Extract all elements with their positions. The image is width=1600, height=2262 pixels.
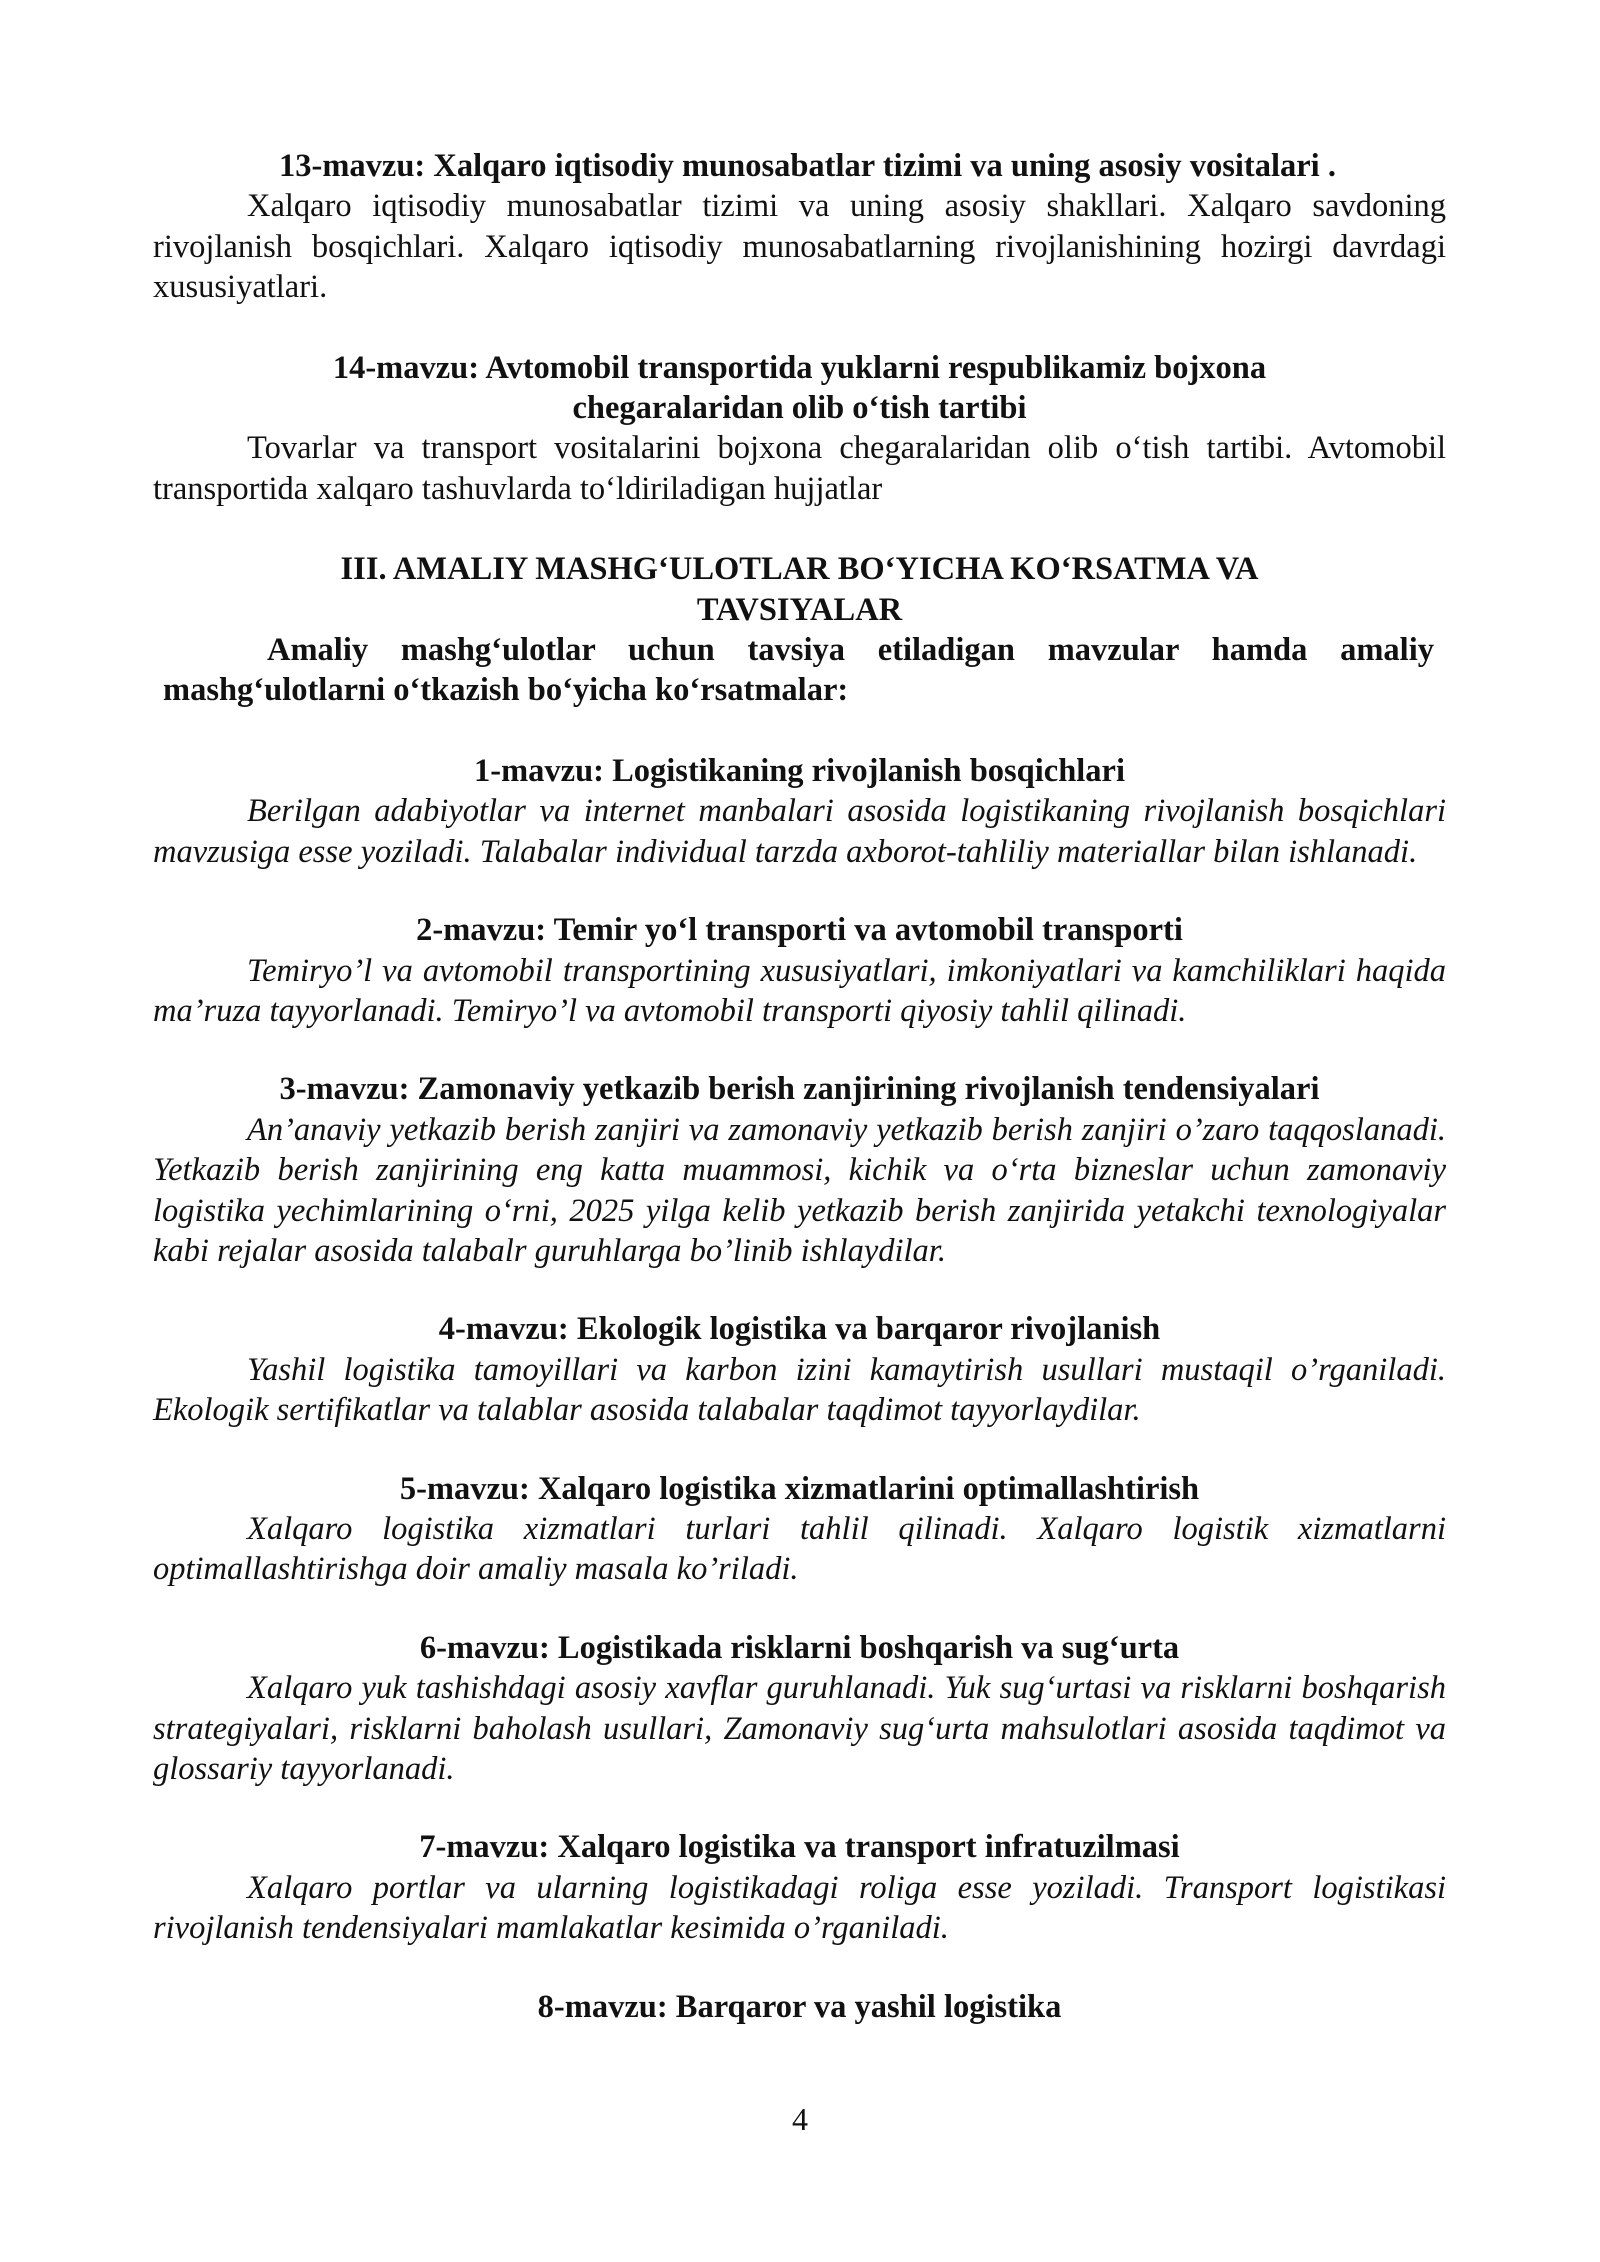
practical-topic-7-body: Xalqaro portlar va ularning logistikadagi roliga esse yoziladi. Transport logistikasi rivojlanish tendensiyalari mamlakatlar kesimida o’rganiladi.	[153, 1869, 1446, 1947]
section-3-title-line1: III. AMALIY MASHG‘ULOTLAR BO‘YICHA KO‘RSATMA VA	[340, 551, 1259, 588]
practical-topic-5-heading: 5-mavzu: Xalqaro logistika xizmatlarini optimallashtirish	[399, 1470, 1200, 1507]
page-content	[153, 146, 1446, 2027]
practical-topic-4-body: Yashil logistika tamoyillari va karbon izini kamaytirish usullari mustaqil o’rganiladi. Ekologik sertifikatlar va talablar asosida talabalar taqdimot tayyorlaydilar.	[153, 1351, 1446, 1429]
topic-13-body: Xalqaro iqtisodiy munosabatlar tizimi va uning asosiy shakllari. Xalqaro savdoning rivojlanish bosqichlari. Xalqaro iqtisodiy munosabatlarning rivojlanishining hozirgi davrdagi xususiyatlari.	[153, 188, 1446, 306]
practical-topic-4-heading: 4-mavzu: Ekologik logistika va barqaror rivojlanish	[438, 1311, 1161, 1348]
page-number: 4	[792, 2101, 808, 2137]
practical-topic-7-heading: 7-mavzu: Xalqaro logistika va transport infratuzilmasi	[419, 1829, 1180, 1866]
practical-topic-8-heading: 8-mavzu: Barqaror va yashil logistika	[537, 1988, 1062, 2025]
practical-topic-6-heading: 6-mavzu: Logistikada risklarni boshqarish va sug‘urta	[419, 1629, 1180, 1666]
topic-14-heading-line2: chegaralaridan olib o‘tish tartibi	[572, 390, 1027, 427]
practical-topic-1-body: Berilgan adabiyotlar va internet manbalari asosida logistikaning rivojlanish bosqichlari mavzusiga esse yoziladi. Talabalar individual tarzda axborot-tahliliy materiallar bilan ishlanadi.	[153, 793, 1446, 870]
practical-topic-1-heading: 1-mavzu: Logistikaning rivojlanish bosqichlari	[474, 752, 1125, 789]
topic-14-body: Tovarlar va transport vositalarini bojxona chegaralaridan olib o‘tish tartibi. Avtomobil transportida xalqaro tashuvlarda to‘ldiriladigan hujjatlar	[153, 430, 1446, 507]
practical-topic-2-body: Temiryo’l va avtomobil transportining xususiyatlari, imkoniyatlari va kamchiliklari haqida ma’ruza tayyorlanadi. Temiryo’l va avtomobil transporti qiyosiy tahlil qilinadi.	[153, 952, 1446, 1029]
practical-topic-6-body: Xalqaro yuk tashishdagi asosiy xavflar guruhlanadi. Yuk sug‘urtasi va risklarni boshqarish strategiyalari, risklarni baholash usullari, Zamonaviy sug‘urta mahsulotlari asosida taqdimot va glossariy tayyorlanadi.	[153, 1670, 1446, 1787]
topic-14-heading-line1: 14-mavzu: Avtomobil transportida yuklarni respublikamiz bojxona	[332, 349, 1267, 386]
practical-topic-3-body: An’anaviy yetkazib berish zanjiri va zamonaviy yetkazib berish zanjiri o’zaro taqqoslanadi. Yetkazib berish zanjirining eng katta muammosi, kichik va o‘rta bizneslar uchun zamonaviy logistika yechimlarining o‘rni, 2025 yilga kelib yetkazib berish zanjirida yetakchi texnologiyalar kabi rejalar asosida talabalr guruhlarga bo’linib ishlaydilar.	[153, 1111, 1446, 1269]
section-3-title-line2: TAVSIYALAR	[696, 591, 903, 628]
practical-topic-3-heading: 3-mavzu: Zamonaviy yetkazib berish zanjirining rivojlanish tendensiyalari	[279, 1071, 1320, 1108]
topic-13-heading: 13-mavzu: Xalqaro iqtisodiy munosabatlar tizimi va uning asosiy vositalari .	[279, 148, 1336, 184]
practical-topic-2-heading: 2-mavzu: Temir yo‘l transporti va avtomobil transporti	[416, 912, 1183, 949]
practical-topic-5-body: Xalqaro logistika xizmatlari turlari tahlil qilinadi. Xalqaro logistik xizmatlarni optimallashtirishga doir amaliy masala ko’riladi.	[153, 1510, 1446, 1588]
section-3-intro: Amaliy mashg‘ulotlar uchun tavsiya etiladigan mavzular hamda amaliy mashg‘ulotlarni o‘tkazish bo‘yicha ko‘rsatmalar:	[163, 632, 1434, 709]
